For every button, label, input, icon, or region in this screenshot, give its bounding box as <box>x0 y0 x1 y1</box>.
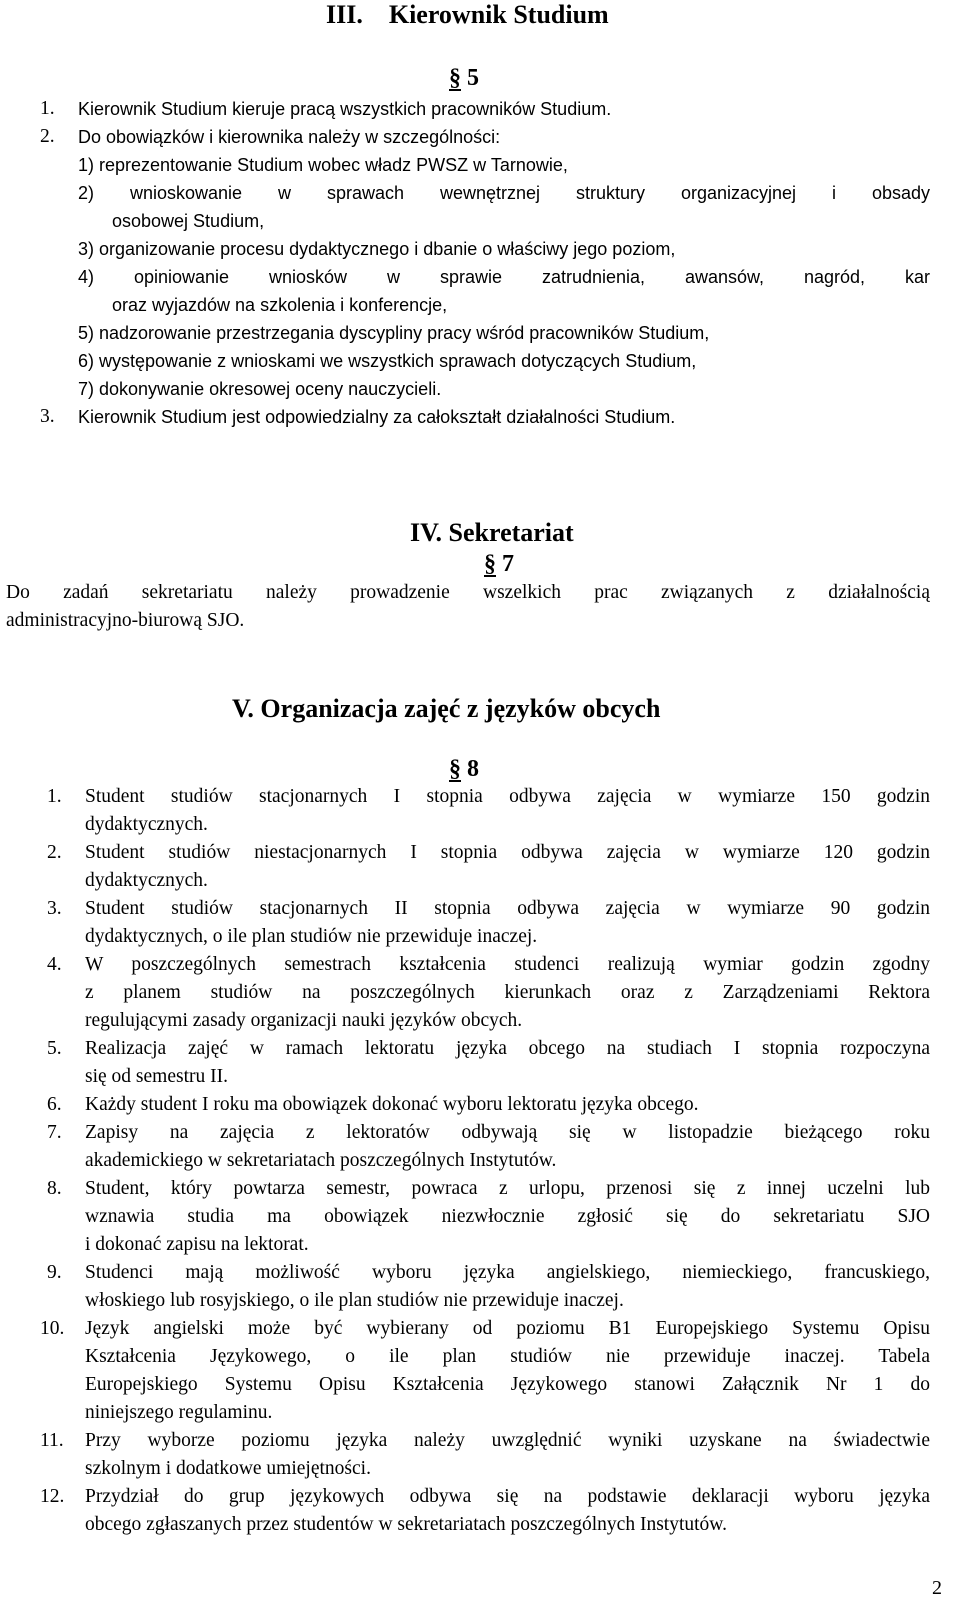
list-item-text: i dokonać zapisu na lektorat. <box>85 1234 309 1255</box>
list-item-text: Kształcenia Językowego, o ile plan studiów nie przewiduje inaczej. Tabela <box>85 1346 930 1367</box>
paragraph-number: 5 <box>467 65 479 91</box>
sub-item: 2) wnioskowanie w sprawach wewnętrznej struktury organizacyjnej i obsady <box>78 183 930 203</box>
list-item-number: 2. <box>47 842 62 863</box>
list-item-text: dydaktycznych, o ile plan studiów nie przewiduje inaczej. <box>85 926 538 947</box>
list-item-text: się od semestru II. <box>85 1066 228 1087</box>
list-item-text: Student studiów stacjonarnych I stopnia odbywa zajęcia w wymiarze 150 godzin <box>85 786 930 807</box>
list-item-text: Przydział do grup językowych odbywa się na podstawie deklaracji wyboru języka <box>85 1486 930 1507</box>
body-text: administracyjno-biurową SJO. <box>6 610 245 631</box>
list-item-text: W poszczególnych semestrach kształcenia studenci realizują wymiar godzin zgodny <box>85 954 930 975</box>
list-item-number: 1. <box>47 786 62 807</box>
paragraph-mark-8 <box>449 755 479 783</box>
section-heading-organizacja: V. Organizacja zajęć z języków obcych <box>232 694 661 723</box>
paragraph-mark-7 <box>484 550 514 578</box>
list-item-text: niniejszego regulaminu. <box>85 1402 273 1423</box>
sub-item: 3) organizowanie procesu dydaktycznego i dbanie o właściwy jego poziom, <box>78 239 676 259</box>
list-item-text: Studenci mają możliwość wyboru języka angielskiego, niemieckiego, francuskiego, <box>85 1262 930 1283</box>
paragraph-symbol: § <box>449 65 461 91</box>
list-item-text: wznawia studia ma obowiązek niezwłocznie zgłosić się do sekretariatu SJO <box>85 1206 930 1227</box>
list-item-text: Przy wyborze poziomu języka należy uwzględnić wyniki uzyskane na świadectwie <box>85 1430 930 1451</box>
list-item-text: dydaktycznych. <box>85 870 208 891</box>
list-item-text: Realizacja zajęć w ramach lektoratu języka obcego na studiach I stopnia rozpoczyna <box>85 1038 930 1059</box>
sub-item-continuation: oraz wyjazdów na szkolenia i konferencje, <box>112 295 448 315</box>
sub-item: 5) nadzorowanie przestrzegania dyscypliny pracy wśród pracowników Studium, <box>78 323 710 343</box>
list-item-number: 11. <box>40 1430 64 1451</box>
list-item-number: 12. <box>40 1486 65 1507</box>
list-item-text: szkolnym i dodatkowe umiejętności. <box>85 1458 371 1479</box>
list-item-text: Każdy student I roku ma obowiązek dokonać wyboru lektoratu języka obcego. <box>85 1094 699 1115</box>
paragraph-symbol: § <box>449 756 461 782</box>
paragraph-number: 7 <box>502 551 514 577</box>
list-item-number: 7. <box>47 1122 62 1143</box>
list-item-number: 6. <box>47 1094 62 1115</box>
sub-item-continuation: osobowej Studium, <box>112 211 265 231</box>
list-item-number: 8. <box>47 1178 62 1199</box>
list-item-text: Europejskiego Systemu Opisu Kształcenia Językowego stanowi Załącznik Nr 1 do <box>85 1374 930 1395</box>
list-item-text: Student, który powtarza semestr, powraca z urlopu, przenosi się z innej uczelni lub <box>85 1178 930 1199</box>
item-text: Kierownik Studium jest odpowiedzialny za całokształt działalności Studium. <box>78 407 676 427</box>
list-item-number: 9. <box>47 1262 62 1283</box>
paragraph-mark-5 <box>449 64 479 92</box>
section-heading-sekretariat: IV. Sekretariat <box>410 518 574 547</box>
list-item-text: włoskiego lub rosyjskiego, o ile plan studiów nie przewiduje inaczej. <box>85 1290 624 1311</box>
paragraph-number: 8 <box>467 756 479 782</box>
list-item-text: Zapisy na zajęcia z lektoratów odbywają się w listopadzie bieżącego roku <box>85 1122 930 1143</box>
item-text: Kierownik Studium kieruje pracą wszystkich pracowników Studium. <box>78 99 612 119</box>
list-item-number: 5. <box>47 1038 62 1059</box>
item-number: 3. <box>40 406 55 427</box>
item-number: 1. <box>40 98 55 119</box>
body-text: Do zadań sekretariatu należy prowadzenie wszelkich prac związanych z działalnością <box>6 582 930 603</box>
list-item-number: 10. <box>40 1318 65 1339</box>
item-number: 2. <box>40 126 55 147</box>
section-heading-kierownik: III. Kierownik Studium <box>326 0 609 29</box>
list-item-text: Student studiów stacjonarnych II stopnia odbywa zajęcia w wymiarze 90 godzin <box>85 898 930 919</box>
list-item-text: akademickiego w sekretariatach poszczególnych Instytutów. <box>85 1150 557 1171</box>
list-item-number: 4. <box>47 954 62 975</box>
list-item-text: Język angielski może być wybierany od poziomu B1 Europejskiego Systemu Opisu <box>85 1318 930 1339</box>
list-item-text: dydaktycznych. <box>85 814 208 835</box>
paragraph-symbol: § <box>484 551 496 577</box>
sub-item: 1) reprezentowanie Studium wobec władz PWSZ w Tarnowie, <box>78 155 568 175</box>
page-number: 2 <box>932 1577 942 1599</box>
list-item-number: 3. <box>47 898 62 919</box>
sub-item: 6) występowanie z wnioskami we wszystkich sprawach dotyczących Studium, <box>78 351 697 371</box>
list-item-text: z planem studiów na poszczególnych kierunkach oraz z Zarządzeniami Rektora <box>85 982 930 1003</box>
list-item-text: obcego zgłaszanych przez studentów w sekretariatach poszczególnych Instytutów. <box>85 1514 727 1535</box>
sub-item: 7) dokonywanie okresowej oceny nauczycieli. <box>78 379 442 399</box>
item-text: Do obowiązków i kierownika należy w szczególności: <box>78 127 501 147</box>
sub-item: 4) opiniowanie wniosków w sprawie zatrudnienia, awansów, nagród, kar <box>78 267 930 287</box>
list-item-text: regulującymi zasady organizacji nauki języków obcych. <box>85 1010 523 1031</box>
list-item-text: Student studiów niestacjonarnych I stopnia odbywa zajęcia w wymiarze 120 godzin <box>85 842 930 863</box>
